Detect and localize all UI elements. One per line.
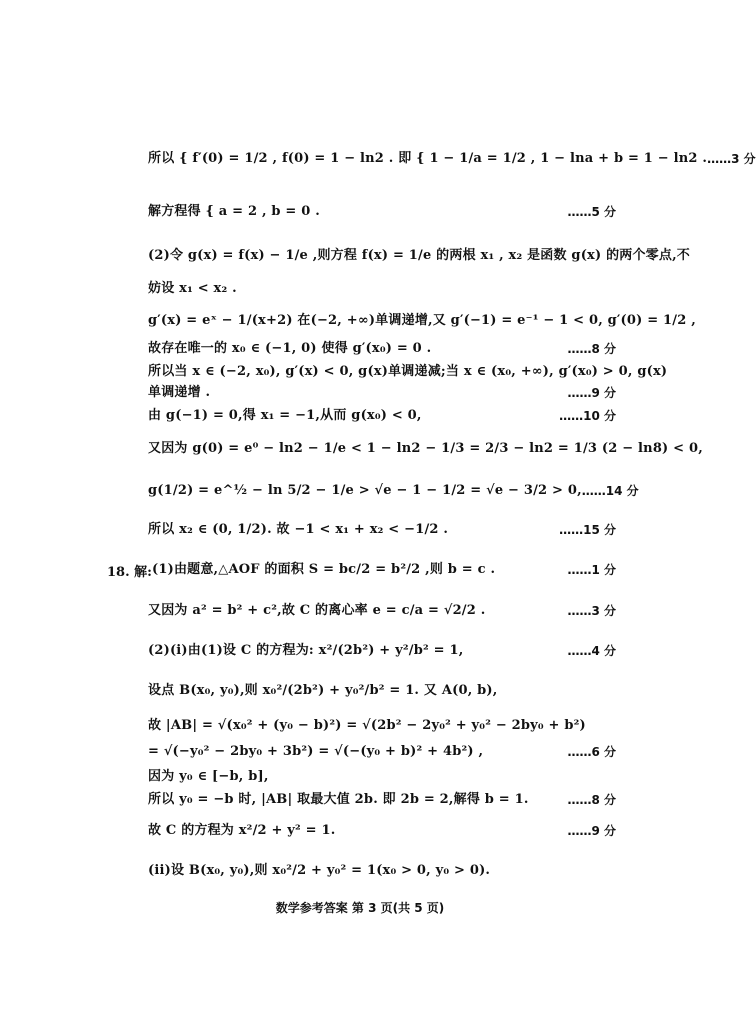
question-number: 18. 解: <box>107 565 152 580</box>
line-text: 故 C 的方程为 x²/2 + y² = 1. <box>148 823 336 838</box>
score-mark: ……15 分 <box>559 523 616 537</box>
score-mark: ……1 分 <box>567 563 616 577</box>
line-text: 又因为 a² = b² + c²,故 C 的离心率 e = c/a = √2/2 . <box>148 603 486 618</box>
line-text: 所以 x₂ ∈ (0, 1/2). 故 −1 < x₁ + x₂ < −1/2 . <box>148 522 449 537</box>
line-text: (2)令 g(x) = f(x) − 1/e ,则方程 f(x) = 1/e 的两根 x₁ , x₂ 是函数 g(x) 的两个零点,不 <box>148 248 691 263</box>
line-text: 因为 y₀ ∈ [−b, b], <box>148 769 269 784</box>
solution-line <box>148 521 616 539</box>
solution-line <box>148 602 616 620</box>
solution-line <box>148 280 616 298</box>
solution-line <box>148 247 691 265</box>
line-text: 所以当 x ∈ (−2, x₀), g′(x) < 0, g(x)单调递减;当 x ∈ (x₀, +∞), g′(x₀) > 0, g(x) <box>148 364 668 379</box>
page-footer: 数学参考答案 第 3 页(共 5 页) <box>275 901 445 915</box>
solution-line <box>148 768 616 786</box>
solution-line <box>148 822 616 840</box>
line-text: 故 |AB| = √(x₀² + (y₀ − b)²) = √(2b² − 2y₀² + y₀² − 2by₀ + b²) <box>148 718 586 733</box>
score-mark: ……5 分 <box>567 205 616 219</box>
solution-line <box>148 363 668 381</box>
score-mark: ……3 分 <box>707 152 756 166</box>
line-text: 又因为 g(0) = e⁰ − ln2 − 1/e < 1 − ln2 − 1/3 = 2/3 − ln2 = 1/3 (2 − ln8) < 0, <box>148 441 703 456</box>
solution-line <box>148 150 756 168</box>
solution-line <box>148 482 639 500</box>
score-mark: ……8 分 <box>567 793 616 807</box>
line-text: (ii)设 B(x₀, y₀),则 x₀²/2 + y₀² = 1(x₀ > 0, y₀ > 0). <box>148 863 491 878</box>
solution-line <box>148 407 616 425</box>
solution-line <box>148 717 616 735</box>
solution-line <box>148 862 616 880</box>
solution-line <box>148 203 616 221</box>
line-text: (1)由题意,△AOF 的面积 S = bc/2 = b²/2 ,则 b = c . <box>152 562 496 577</box>
score-mark: ……3 分 <box>567 604 616 618</box>
line-text: 所以 { f′(0) = 1/2 , f(0) = 1 − ln2 . 即 { 1 − 1/a = 1/2 , 1 − lna + b = 1 − ln2 . <box>148 151 708 166</box>
line-text: g′(x) = eˣ − 1/(x+2) 在(−2, +∞)单调递增,又 g′(−1) = e⁻¹ − 1 < 0, g′(0) = 1/2 , <box>148 313 696 328</box>
line-text: 设点 B(x₀, y₀),则 x₀²/(2b²) + y₀²/b² = 1. 又 A(0, b), <box>148 683 498 698</box>
line-text: (2)(i)由(1)设 C 的方程为: x²/(2b²) + y²/b² = 1, <box>148 643 464 658</box>
solution-line <box>148 340 616 358</box>
line-text: 故存在唯一的 x₀ ∈ (−1, 0) 使得 g′(x₀) = 0 . <box>148 341 432 356</box>
score-mark: ……10 分 <box>559 409 616 423</box>
score-mark: ……14 分 <box>581 484 639 498</box>
line-text: = √(−y₀² − 2by₀ + 3b²) = √(−(y₀ + b)² + 4b²) , <box>148 744 484 759</box>
solution-line <box>148 743 616 761</box>
line-text: g(1/2) = e^½ − ln 5/2 − 1/e > √e − 1 − 1/2 = √e − 3/2 > 0, <box>148 483 582 498</box>
line-text: 解方程得 { a = 2 , b = 0 . <box>148 204 320 219</box>
solution-line <box>148 384 616 402</box>
solution-line <box>148 791 616 809</box>
line-text: 所以 y₀ = −b 时, |AB| 取最大值 2b. 即 2b = 2,解得 b = 1. <box>148 792 529 807</box>
score-mark: ……8 分 <box>567 342 616 356</box>
solution-line <box>148 642 616 660</box>
line-text: 妨设 x₁ < x₂ . <box>148 281 237 296</box>
solution-line <box>148 440 703 458</box>
score-mark: ……9 分 <box>567 386 616 400</box>
solution-line <box>148 682 616 700</box>
solution-line <box>152 561 616 579</box>
score-mark: ……4 分 <box>567 644 616 658</box>
line-text: 由 g(−1) = 0,得 x₁ = −1,从而 g(x₀) < 0, <box>148 408 422 423</box>
score-mark: ……6 分 <box>567 745 616 759</box>
line-text: 单调递增 . <box>148 385 211 400</box>
solution-line <box>148 312 696 330</box>
score-mark: ……9 分 <box>567 824 616 838</box>
